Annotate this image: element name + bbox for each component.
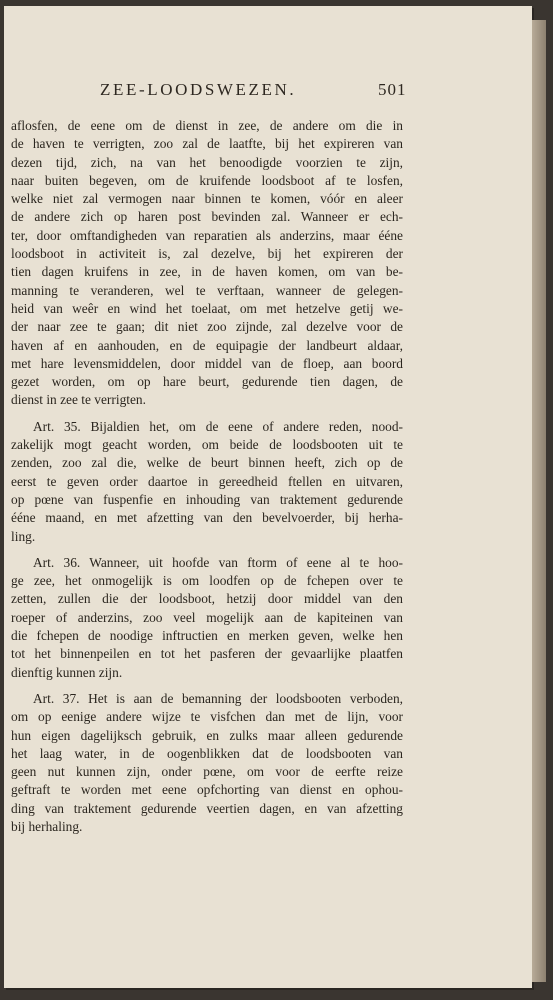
text-line: haven af en aanhouden, en de equipagie der landbeurt aldaar, xyxy=(11,337,403,353)
text-line: manning te veranderen, wel te verftaan, wanneer de gelegen- xyxy=(11,282,403,298)
text-line: het laag water, in de oogenblikken dat de loodsbooten van xyxy=(11,745,403,761)
article-37 xyxy=(11,690,403,836)
text-line: de haven te verrigten, zoo zal de laatfte, bij het expireren van xyxy=(11,136,403,152)
text-line: dezen tijd, zich, na van het benoodigde voorzien te zijn, xyxy=(11,154,403,170)
text-line: met hare levensmiddelen, door middel van de floep, aan boord xyxy=(11,355,403,371)
text-line: roeper of anderzins, zoo veel mogelijk aan de kapiteinen van xyxy=(11,609,403,625)
text-line: hun eigen dagelijksch gebruik, en zulks maar alleen gedurende xyxy=(11,727,403,743)
text-line: die fchepen de noodige inftructien en merken geven, welke hen xyxy=(11,628,403,644)
text-line: geftraft te worden met eene opfchorting van dienst en ophou- xyxy=(11,782,403,798)
text-line: loodsboot in activiteit is, zal dezelve, bij het expireren der xyxy=(11,246,403,262)
text-line: welke niet zal vermogen naar binnen te komen, vóór en aleer xyxy=(11,191,403,207)
page-number: 501 xyxy=(378,80,407,99)
text-line: eerst te geven order daartoe in gereedheid ftellen en uitvaren, xyxy=(11,473,403,489)
text-line: tien dagen kruifens in zee, in de haven komen, om van be- xyxy=(11,264,403,280)
text-line: geen nut kunnen zijn, onder pœne, om voor de eerfte reize xyxy=(11,764,403,780)
text-line: om op eenige andere wijze te visfchen dan met de lijn, voor xyxy=(11,709,403,725)
text-line: bij herhaling. xyxy=(11,818,83,834)
body-text xyxy=(11,117,403,844)
text-line: Art. 37. Het is aan de bemanning der loodsbooten verboden, xyxy=(33,690,403,706)
text-line: ge zee, het onmogelijk is om loodfen op de fchepen over te xyxy=(11,573,403,589)
text-line: zakelijk mogt geacht worden, om beide de loodsbooten uit te xyxy=(11,437,403,453)
text-line: zenden, zoo zal die, welke de beurt binnen heeft, zich op de xyxy=(11,455,403,471)
text-line: tot het binnenpeilen en tot het pasferen der gevaarlijke plaatfen xyxy=(11,646,403,662)
text-line: Art. 36. Wanneer, uit hoofde van ftorm of eene al te hoo- xyxy=(33,554,403,570)
text-line: der naar zee te gaan; dit niet zoo zijnde, zal dezelve voor de xyxy=(11,319,403,335)
text-line: aflosfen, de eene om de dienst in zee, de andere om die in xyxy=(11,118,403,133)
text-line: op pœne van fuspenfie en inhouding van traktement gedurende xyxy=(11,491,403,507)
text-line: naar buiten begeven, om de kruifende loodsboot af te losfen, xyxy=(11,172,403,188)
paragraph-1 xyxy=(11,117,403,410)
text-line: de andere zich op haren post bevinden zal. Wanneer er ech- xyxy=(11,209,403,225)
text-line: ter, door omftandigheden van reparatien als anderzins, maar ééne xyxy=(11,227,403,243)
text-line: gezet worden, om op hare beurt, gedurende tien dagen, de xyxy=(11,374,403,390)
text-line: zetten, zullen die der loodsboot, hetzij door middel van den xyxy=(11,591,403,607)
article-35 xyxy=(11,418,403,546)
text-line: dienst in zee te verrigten. xyxy=(11,392,146,408)
text-line: ling. xyxy=(11,528,36,544)
article-36 xyxy=(11,554,403,682)
text-line: dienftig kunnen zijn. xyxy=(11,664,123,680)
text-line: Art. 35. Bijaldien het, om de eene of andere reden, nood- xyxy=(33,418,403,434)
text-line: heid van weêr en wind het toelaat, om met hetzelve getij we- xyxy=(11,300,403,316)
text-line: ééne maand, en met afzetting van den bevelvoerder, bij herha- xyxy=(11,510,403,526)
text-line: ding van traktement gedurende veertien dagen, en van afzetting xyxy=(11,800,403,816)
running-head: ZEE-LOODSWEZEN. xyxy=(100,80,297,99)
page-edge xyxy=(532,20,546,982)
